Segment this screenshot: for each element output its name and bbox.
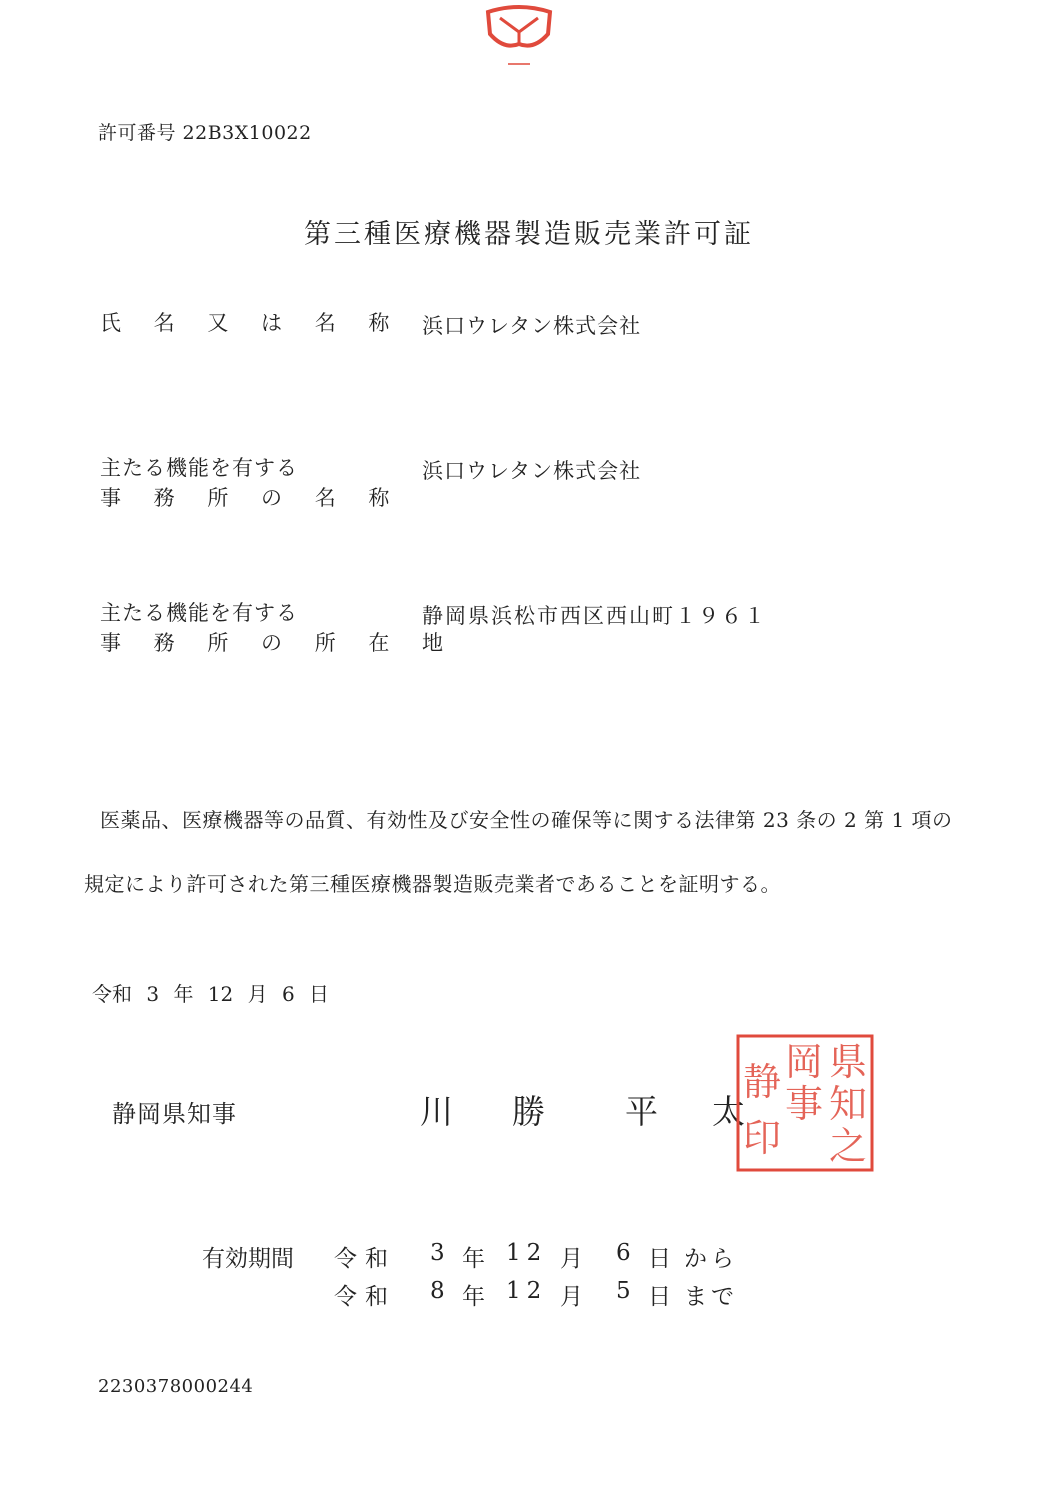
issuer-name-char: 勝 bbox=[512, 1092, 545, 1131]
permit-number: 許可番号 22B3X10022 bbox=[98, 122, 312, 144]
svg-text:岡: 岡 bbox=[785, 1040, 824, 1084]
office-address-label-line1: 主たる機能を有する bbox=[100, 601, 298, 625]
validity-from-era: 令和 bbox=[334, 1246, 396, 1272]
validity-from-month: 12 bbox=[506, 1240, 548, 1266]
office-address-label-line2: 事 務 所 の 所 在 地 bbox=[100, 631, 457, 655]
official-seal-stamp bbox=[735, 1033, 875, 1173]
validity-from-day: 6 bbox=[616, 1240, 631, 1266]
statement-line-2: 規定により許可された第三種医療機器製造販売業者であることを証明する。 bbox=[84, 872, 781, 896]
validity-from-month-unit: 月 bbox=[560, 1246, 583, 1272]
svg-text:事: 事 bbox=[785, 1082, 824, 1126]
validity-to-suffix: まで bbox=[684, 1284, 738, 1310]
issuer-title: 静岡県知事 bbox=[112, 1100, 237, 1128]
validity-to-month-unit: 月 bbox=[560, 1284, 583, 1310]
validity-to-year-unit: 年 bbox=[462, 1284, 485, 1310]
issue-date: 令和 3 年 12 月 6 日 bbox=[92, 982, 330, 1006]
svg-text:之: 之 bbox=[829, 1124, 868, 1168]
statement-line-1: 医薬品、医療機器等の品質、有効性及び安全性の確保等に関する法律第 23 条の 2 第 1 項の bbox=[100, 808, 953, 832]
svg-text:県: 県 bbox=[829, 1040, 868, 1084]
svg-text:印: 印 bbox=[743, 1116, 782, 1160]
office-name-label-line1: 主たる機能を有する bbox=[100, 456, 298, 480]
validity-from-suffix: から bbox=[684, 1246, 738, 1272]
issuer-name-char: 太 bbox=[712, 1092, 745, 1131]
validity-from-day-unit: 日 bbox=[648, 1246, 671, 1272]
office-address-value: 静岡県浜松市西区西山町１９６１ bbox=[422, 604, 767, 628]
issuer-name-char: 川 bbox=[420, 1092, 453, 1131]
validity-from-year: 3 bbox=[430, 1240, 445, 1266]
validity-to-day-unit: 日 bbox=[648, 1284, 671, 1310]
svg-text:知: 知 bbox=[829, 1082, 868, 1126]
validity-from-year-unit: 年 bbox=[462, 1246, 485, 1272]
office-name-value: 浜口ウレタン株式会社 bbox=[422, 459, 642, 483]
svg-text:静: 静 bbox=[743, 1060, 782, 1104]
validity-to-day: 5 bbox=[616, 1278, 631, 1304]
validity-to-year: 8 bbox=[430, 1278, 445, 1304]
document-title: 第三種医療機器製造販売業許可証 bbox=[304, 219, 754, 250]
validity-label: 有効期間 bbox=[202, 1246, 294, 1272]
name-value: 浜口ウレタン株式会社 bbox=[422, 314, 642, 338]
validity-to-month: 12 bbox=[506, 1278, 548, 1304]
issuer-name-char: 平 bbox=[625, 1092, 658, 1131]
serial-number: 2230378000244 bbox=[98, 1376, 254, 1397]
office-name-label-line2: 事 務 所 の 名 称 bbox=[100, 486, 403, 510]
name-label: 氏 名 又 は 名 称 bbox=[100, 311, 403, 335]
validity-to-era: 令和 bbox=[334, 1284, 396, 1310]
emblem-logo bbox=[478, 4, 560, 70]
